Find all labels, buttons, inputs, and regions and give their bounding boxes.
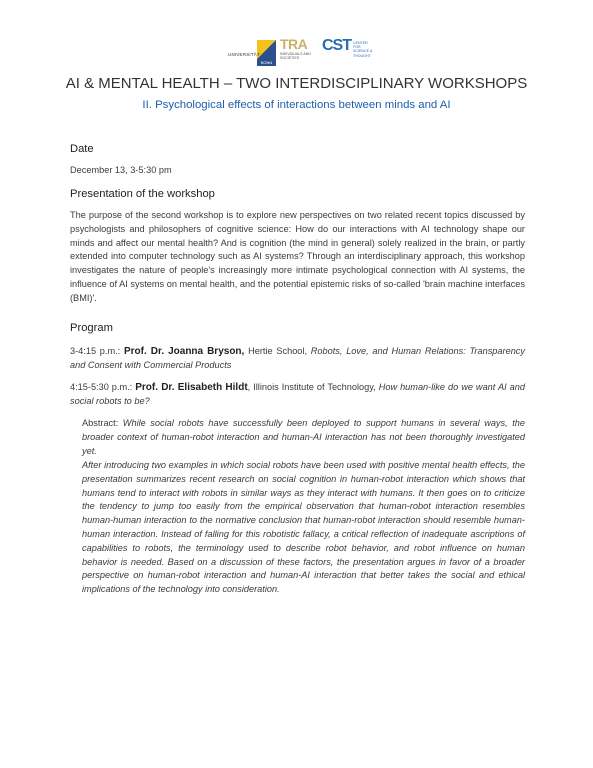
date-heading: Date (70, 143, 94, 155)
cst-mark: CST (322, 37, 351, 54)
tra-subtitle: INDIVIDUALS AND SOCIETIES (280, 52, 311, 61)
presentation-heading: Presentation of the workshop (70, 188, 215, 200)
talk-2-title: How human-like do we want AI and social robots to be? (70, 382, 525, 406)
talk-2-speaker: Prof. Dr. Elisabeth Hildt (135, 382, 248, 393)
talk-1-affiliation: Hertie School, (244, 346, 311, 356)
talk-1-title: Robots, Love, and Human Relations: Transparency and Consent with Commercial Products (70, 346, 525, 370)
presentation-text: The purpose of the second workshop is to explore new perspectives on two related recent topics discussed by psychologists and philosophers of cognitive science: How do our interactions with AI technology shape our minds and affect our mental health? And is cognition (the mind in general) solely realized in the brain, or partly extended into computer technology such as AI systems? Through an interdisciplinary approach, this workshop investigates the nature of people's increasingly more intimate psychological connection with AI systems, the influence of AI systems on mental health, and the potential epistemic risks of so-called 'brain machine interfaces (BMI)'. (70, 210, 525, 303)
cst-subtitle: CENTER FOR SCIENCE & THOUGHT (353, 41, 373, 58)
talk-2 (70, 381, 525, 409)
talk-2-affiliation: , Illinois Institute of Technology, (247, 382, 379, 392)
tra-mark: TRA (280, 36, 308, 52)
talk-2-time: 4:15-5:30 p.m.: (70, 382, 136, 392)
talk-1-speaker: Prof. Dr. Joanna Bryson, (124, 346, 245, 357)
tra-logo (280, 37, 316, 60)
date-value: December 13, 3-5:30 pm (70, 165, 172, 175)
header-logos (228, 37, 375, 67)
page-title: AI & MENTAL HEALTH – TWO INTERDISCIPLINARY WORKSHOPS (65, 75, 528, 92)
talk-1-time: 3-4:15 p.m.: (70, 346, 124, 356)
university-bonn-logo (228, 37, 276, 67)
abstract-para-1 (82, 417, 525, 458)
uni-name: UNIVERSITÄT (228, 52, 260, 57)
abstract-text-1: While social robots have successfully been deployed to support humans in several ways, the broader context of human-robot interaction and human-AI interaction has not been thoroughly investigated yet. (82, 418, 525, 456)
program-heading: Program (70, 322, 113, 334)
uni-city: BONN (257, 59, 276, 66)
abstract-para-2: After introducing two examples in which social robots have been used with positive mental health effects, the presentation summarizes recent research on social cognition in human-robot interaction which shows that humans tend to interact with robots in similar ways as they interact with humans. It then goes on to criticize the tendency to jump too easily from the empirical observation that human-robot interaction resembles human-human interaction to the normative conclusion that human-robot interaction should resemble human-human interaction. Instead of falling for this robotistic fallacy, a critical reflection of inadequate ascriptions of capabilities to robots, the terminology used to describe robot behavior, and robot influence on human behavior is needed. Based on a discussion of these factors, the presentation argues in favor of a broader perspective on human-robot interaction and human-AI interaction that better takes the social and ethical implications of the technology into consideration. (82, 460, 525, 595)
talk-1 (70, 345, 525, 373)
cst-logo (322, 37, 375, 58)
abstract-label: Abstract: (82, 418, 123, 428)
page-subtitle: II. Psychological effects of interactions between minds and AI (142, 99, 451, 111)
